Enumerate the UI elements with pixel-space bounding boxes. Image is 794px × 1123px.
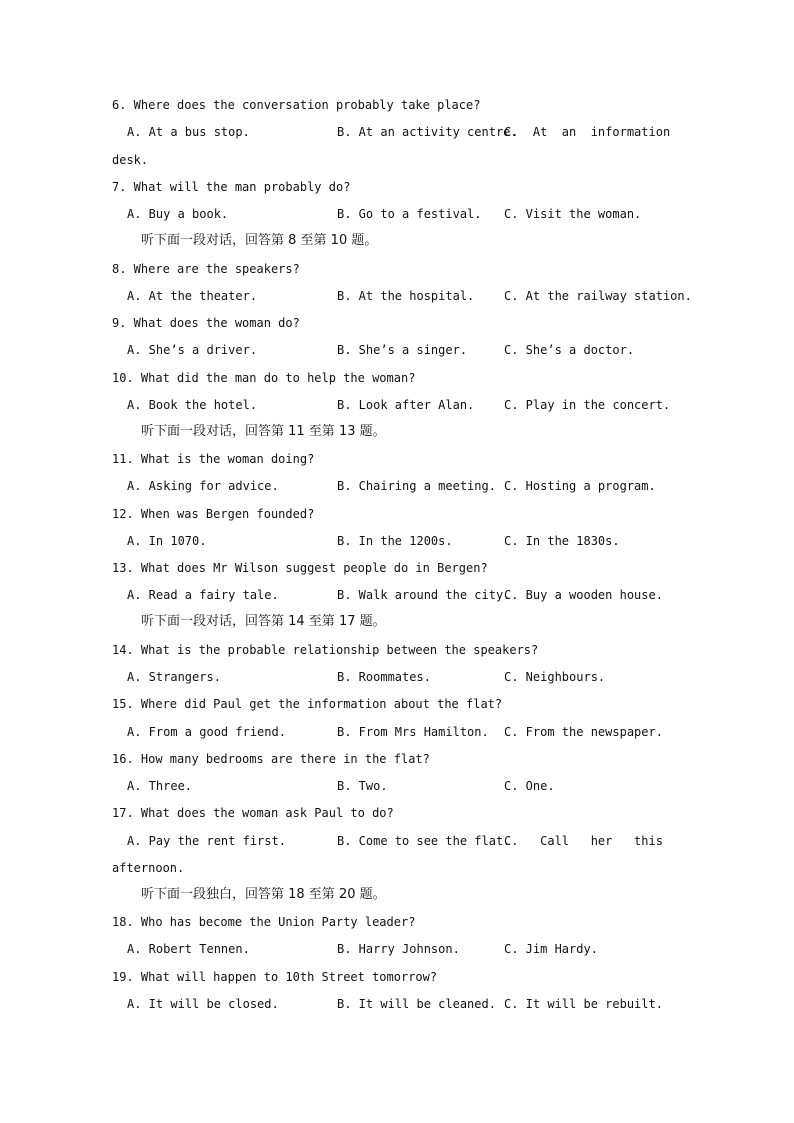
option-b: B. Come to see the flat. — [337, 834, 511, 848]
section-instruction: 听下面一段对话，回答第 11 至第 13 题。 — [141, 424, 386, 439]
options-9 — [127, 342, 687, 358]
question-11: 11. What is the woman doing? — [112, 452, 315, 466]
option-c: C. Call her this — [504, 834, 663, 848]
option-a: A. Read a fairy tale. — [127, 588, 279, 602]
question-8: 8. Where are the speakers? — [112, 262, 300, 276]
option-b: B. At an activity centre. — [337, 125, 518, 139]
options-17 — [127, 833, 687, 849]
options-11 — [127, 478, 687, 494]
option-c: C. Hosting a program. — [504, 479, 656, 493]
option-a: A. At the theater. — [127, 289, 258, 303]
option-a: A. Asking for advice. — [127, 479, 279, 493]
option-b: B. At the hospital. — [337, 289, 475, 303]
section-instruction: 听下面一段独白，回答第 18 至第 20 题。 — [141, 887, 386, 902]
question-16: 16. How many bedrooms are there in the flat? — [112, 752, 430, 766]
question-15: 15. Where did Paul get the information about the flat? — [112, 697, 503, 711]
option-c: C. Jim Hardy. — [504, 942, 598, 956]
option-c: C. In the 1830s. — [504, 534, 620, 548]
option-a: A. Pay the rent first. — [127, 834, 286, 848]
question-10: 10. What did the man do to help the woman? — [112, 371, 416, 385]
section-instruction: 听下面一段对话，回答第 8 至第 10 题。 — [141, 233, 378, 248]
question-19: 19. What will happen to 10th Street tomorrow? — [112, 970, 438, 984]
option-c: C. Visit the woman. — [504, 207, 642, 221]
option-c: C. It will be rebuilt. — [504, 997, 663, 1011]
option-a: A. Three. — [127, 779, 193, 793]
option-a: A. Book the hotel. — [127, 398, 258, 412]
option-c: C. Neighbours. — [504, 670, 606, 684]
option-a: A. From a good friend. — [127, 725, 286, 739]
option-a: A. Robert Tennen. — [127, 942, 250, 956]
question-14: 14. What is the probable relationship between the speakers? — [112, 643, 539, 657]
option-c: C. Play in the concert. — [504, 398, 671, 412]
option-b: B. Go to a festival. — [337, 207, 482, 221]
option-b: B. From Mrs Hamilton. — [337, 725, 489, 739]
option-c: C. She’s a doctor. — [504, 343, 635, 357]
option-c: C. At an information — [504, 125, 671, 139]
option-b: B. Roommates. — [337, 670, 431, 684]
option-a: A. She’s a driver. — [127, 343, 258, 357]
question-17: 17. What does the woman ask Paul to do? — [112, 806, 394, 820]
question-13: 13. What does Mr Wilson suggest people do in Bergen? — [112, 561, 488, 575]
options-10 — [127, 397, 687, 413]
question-6: 6. Where does the conversation probably take place? — [112, 98, 481, 112]
options-13 — [127, 587, 687, 603]
option-a: A. In 1070. — [127, 534, 207, 548]
option-c-continuation: desk. — [112, 153, 149, 167]
options-16 — [127, 778, 687, 794]
option-c-continuation: afternoon. — [112, 861, 185, 875]
options-14 — [127, 669, 687, 685]
options-15 — [127, 724, 687, 740]
option-b: B. Look after Alan. — [337, 398, 475, 412]
option-c: C. At the railway station. — [504, 289, 692, 303]
question-18: 18. Who has become the Union Party leader? — [112, 915, 416, 929]
section-instruction: 听下面一段对话，回答第 14 至第 17 题。 — [141, 614, 386, 629]
option-a: A. Buy a book. — [127, 207, 229, 221]
option-b: B. Chairing a meeting. — [337, 479, 496, 493]
option-a: A. It will be closed. — [127, 997, 279, 1011]
options-19 — [127, 996, 687, 1012]
option-b: B. She’s a singer. — [337, 343, 468, 357]
options-6 — [127, 124, 687, 140]
options-12 — [127, 533, 687, 549]
options-7 — [127, 206, 687, 222]
option-b: B. Harry Johnson. — [337, 942, 460, 956]
option-b: B. Walk around the city. — [337, 588, 511, 602]
option-c: C. Buy a wooden house. — [504, 588, 663, 602]
question-9: 9. What does the woman do? — [112, 316, 300, 330]
option-b: B. It will be cleaned. — [337, 997, 496, 1011]
question-7: 7. What will the man probably do? — [112, 180, 351, 194]
options-8 — [127, 288, 692, 304]
option-c: C. From the newspaper. — [504, 725, 663, 739]
option-b: B. Two. — [337, 779, 388, 793]
option-b: B. In the 1200s. — [337, 534, 453, 548]
option-a: A. Strangers. — [127, 670, 221, 684]
option-c: C. One. — [504, 779, 555, 793]
option-a: A. At a bus stop. — [127, 125, 250, 139]
options-18 — [127, 941, 687, 957]
question-12: 12. When was Bergen founded? — [112, 507, 315, 521]
